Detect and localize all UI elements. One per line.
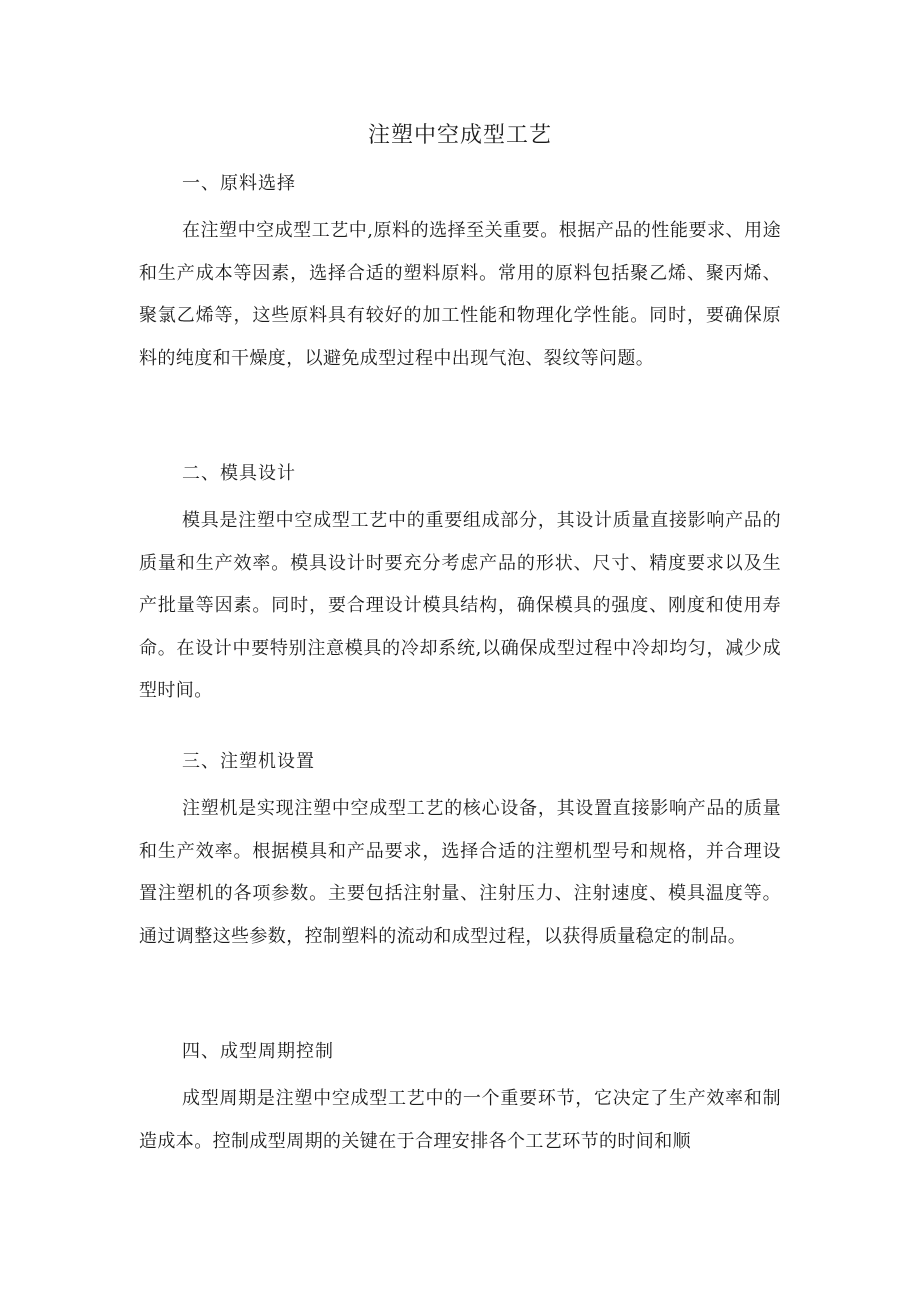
section-heading-machine-setup: 三、注塑机设置 [182,751,315,772]
section-body-machine-setup: 注塑机是实现注塑中空成型工艺的核心设备，其设置直接影响产品的质量和生产效率。根据模具和产品要求，选择合适的注塑机型号和规格，并合理设置注塑机的各项参数。主要包括注射量、注射压力、注射速度、模具温度等。通过调整这些参数，控制塑料的流动和成型过程，以获得质量稳定的制品。 [139,798,781,947]
section-heading-raw-material: 一、原料选择 [182,173,296,194]
section-body-cycle-control: 成型周期是注塑中空成型工艺中的一个重要环节，它决定了生产效率和制造成本。控制成型周期的关键在于合理安排各个工艺环节的时间和顺 [139,1088,781,1152]
section-heading-cycle-control: 四、成型周期控制 [182,1041,334,1062]
section-body-raw-material: 在注塑中空成型工艺中,原料的选择至关重要。根据产品的性能要求、用途和生产成本等因素，选择合适的塑料原料。常用的原料包括聚乙烯、聚丙烯、聚氯乙烯等，这些原料具有较好的加工性能和物理化学性能。同时，要确保原料的纯度和干燥度，以避免成型过程中出现气泡、裂纹等问题。 [139,220,781,369]
section-body-mold-design: 模具是注塑中空成型工艺中的重要组成部分，其设计质量直接影响产品的质量和生产效率。模具设计时要充分考虑产品的形状、尺寸、精度要求以及生产批量等因素。同时，要合理设计模具结构，确保模具的强度、刚度和使用寿命。在设计中要特别注意模具的冷却系统,以确保成型过程中冷却均匀，减少成型时间。 [139,510,781,701]
section-heading-mold-design: 二、模具设计 [182,463,296,484]
page-title: 注塑中空成型工艺 [367,123,552,148]
